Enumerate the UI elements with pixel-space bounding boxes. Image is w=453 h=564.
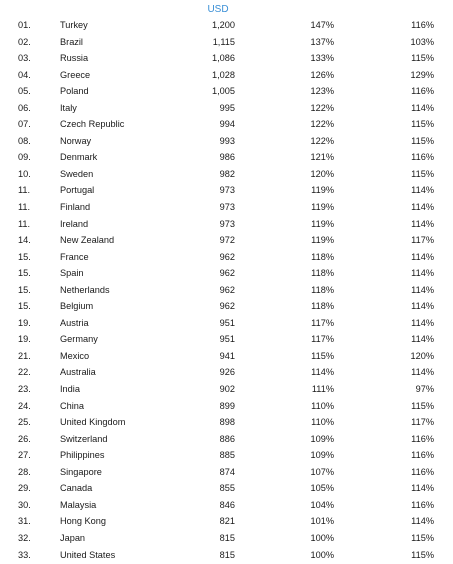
usd-value-cell: 899 bbox=[219, 400, 235, 411]
percent-cell-1: 123% bbox=[310, 86, 334, 97]
table-row bbox=[0, 464, 453, 481]
country-cell: Italy bbox=[60, 102, 77, 113]
rank-cell: 31. bbox=[18, 516, 31, 527]
percent-cell-2: 97% bbox=[415, 384, 434, 395]
percent-cell-2: 115% bbox=[411, 135, 434, 146]
percent-cell-2: 117% bbox=[411, 417, 434, 428]
percent-cell-2: 115% bbox=[411, 549, 434, 560]
rank-cell: 05. bbox=[18, 86, 31, 97]
percent-cell-2: 116% bbox=[411, 86, 434, 97]
table-row bbox=[0, 100, 453, 117]
usd-value-cell: 993 bbox=[219, 135, 235, 146]
percent-cell-1: 118% bbox=[311, 301, 334, 312]
rank-cell: 06. bbox=[18, 102, 31, 113]
table-row bbox=[0, 133, 453, 150]
percent-cell-1: 109% bbox=[310, 433, 334, 444]
percent-cell-1: 122% bbox=[310, 119, 334, 130]
percent-cell-1: 119% bbox=[311, 218, 334, 229]
percent-cell-2: 114% bbox=[411, 185, 434, 196]
percent-cell-1: 111% bbox=[311, 384, 334, 395]
rank-cell: 15. bbox=[18, 301, 31, 312]
usd-value-cell: 1,005 bbox=[212, 86, 235, 97]
country-cell: Portugal bbox=[60, 185, 95, 196]
table-row bbox=[0, 331, 453, 348]
percent-cell-1: 118% bbox=[311, 251, 334, 262]
rank-cell: 19. bbox=[18, 317, 31, 328]
percent-cell-1: 109% bbox=[310, 450, 334, 461]
percent-cell-2: 114% bbox=[411, 367, 434, 378]
table-row bbox=[0, 265, 453, 282]
country-cell: Greece bbox=[60, 69, 91, 80]
percent-cell-2: 114% bbox=[411, 251, 434, 262]
table-row bbox=[0, 480, 453, 497]
usd-value-cell: 886 bbox=[219, 433, 235, 444]
country-cell: Finland bbox=[60, 202, 91, 213]
rank-cell: 15. bbox=[18, 284, 31, 295]
percent-cell-1: 100% bbox=[310, 549, 334, 560]
rank-cell: 30. bbox=[18, 499, 31, 510]
usd-value-cell: 898 bbox=[219, 417, 235, 428]
rank-cell: 15. bbox=[18, 251, 31, 262]
percent-cell-1: 110% bbox=[311, 400, 334, 411]
table-row bbox=[0, 282, 453, 299]
percent-cell-1: 118% bbox=[311, 284, 334, 295]
percent-cell-2: 115% bbox=[411, 400, 434, 411]
percent-cell-1: 126% bbox=[310, 69, 334, 80]
country-cell: United Kingdom bbox=[60, 417, 126, 428]
usd-value-cell: 941 bbox=[219, 350, 235, 361]
rank-cell: 29. bbox=[18, 483, 31, 494]
rank-cell: 11. bbox=[18, 218, 31, 229]
usd-value-cell: 972 bbox=[219, 235, 235, 246]
usd-value-cell: 855 bbox=[219, 483, 235, 494]
country-cell: Mexico bbox=[60, 350, 90, 361]
usd-column-header: USD bbox=[207, 4, 229, 15]
rank-cell: 07. bbox=[18, 119, 31, 130]
rank-cell: 14. bbox=[18, 235, 31, 246]
usd-value-cell: 982 bbox=[219, 168, 235, 179]
percent-cell-1: 118% bbox=[311, 268, 334, 279]
table-row bbox=[0, 116, 453, 133]
country-cell: Belgium bbox=[60, 301, 94, 312]
country-cell: Norway bbox=[60, 135, 92, 146]
country-cell: Brazil bbox=[60, 36, 83, 47]
rank-cell: 23. bbox=[18, 384, 31, 395]
percent-cell-1: 147% bbox=[310, 20, 334, 30]
percent-cell-1: 133% bbox=[310, 53, 334, 64]
rank-cell: 02. bbox=[18, 36, 31, 47]
ranking-table bbox=[0, 17, 453, 563]
table-row bbox=[0, 497, 453, 514]
country-cell: Switzerland bbox=[60, 433, 108, 444]
percent-cell-2: 120% bbox=[410, 350, 434, 361]
percent-cell-2: 114% bbox=[411, 202, 434, 213]
usd-value-cell: 1,086 bbox=[212, 53, 235, 64]
percent-cell-2: 114% bbox=[411, 334, 434, 345]
percent-cell-2: 116% bbox=[411, 20, 434, 30]
table-row bbox=[0, 398, 453, 415]
percent-cell-1: 122% bbox=[310, 102, 334, 113]
rank-cell: 03. bbox=[18, 53, 31, 64]
country-cell: Sweden bbox=[60, 168, 94, 179]
percent-cell-1: 107% bbox=[310, 466, 334, 477]
percent-cell-2: 116% bbox=[411, 499, 434, 510]
usd-value-cell: 885 bbox=[219, 450, 235, 461]
country-cell: Japan bbox=[60, 532, 86, 543]
table-row bbox=[0, 348, 453, 365]
percent-cell-2: 129% bbox=[410, 69, 434, 80]
table-row bbox=[0, 414, 453, 431]
table-row bbox=[0, 298, 453, 315]
table-row bbox=[0, 50, 453, 67]
country-cell: Russia bbox=[60, 53, 89, 64]
percent-cell-1: 100% bbox=[310, 532, 334, 543]
country-cell: India bbox=[60, 384, 80, 395]
country-cell: Austria bbox=[60, 317, 89, 328]
country-cell: United States bbox=[60, 549, 116, 560]
usd-value-cell: 973 bbox=[219, 202, 235, 213]
table-row bbox=[0, 199, 453, 216]
usd-value-cell: 951 bbox=[219, 317, 235, 328]
usd-value-cell: 951 bbox=[219, 334, 235, 345]
rank-cell: 04. bbox=[18, 69, 31, 80]
country-cell: Singapore bbox=[60, 466, 102, 477]
percent-cell-2: 116% bbox=[411, 466, 434, 477]
rank-cell: 09. bbox=[18, 152, 31, 163]
country-cell: Hong Kong bbox=[60, 516, 106, 527]
percent-cell-1: 101% bbox=[310, 516, 334, 527]
percent-cell-1: 119% bbox=[311, 235, 334, 246]
percent-cell-1: 120% bbox=[310, 168, 334, 179]
usd-value-cell: 815 bbox=[219, 549, 235, 560]
percent-cell-2: 116% bbox=[411, 433, 434, 444]
table-row bbox=[0, 17, 453, 34]
table-row bbox=[0, 447, 453, 464]
rank-cell: 01. bbox=[18, 20, 31, 30]
usd-value-cell: 874 bbox=[219, 466, 235, 477]
usd-value-cell: 1,115 bbox=[212, 36, 235, 47]
country-cell: Canada bbox=[60, 483, 93, 494]
table-row bbox=[0, 149, 453, 166]
country-cell: Spain bbox=[60, 268, 84, 279]
country-cell: New Zealand bbox=[60, 235, 115, 246]
country-cell: Australia bbox=[60, 367, 96, 378]
rank-cell: 10. bbox=[18, 168, 31, 179]
country-cell: Poland bbox=[60, 86, 89, 97]
usd-value-cell: 821 bbox=[219, 516, 235, 527]
table-row bbox=[0, 232, 453, 249]
percent-cell-2: 115% bbox=[411, 168, 434, 179]
rank-cell: 11. bbox=[18, 185, 31, 196]
percent-cell-2: 117% bbox=[411, 235, 434, 246]
country-cell: Turkey bbox=[60, 20, 88, 30]
percent-cell-2: 114% bbox=[411, 301, 434, 312]
country-cell: Germany bbox=[60, 334, 98, 345]
rank-cell: 21. bbox=[18, 350, 31, 361]
usd-value-cell: 986 bbox=[219, 152, 235, 163]
percent-cell-1: 115% bbox=[311, 350, 334, 361]
country-cell: China bbox=[60, 400, 85, 411]
table-row bbox=[0, 381, 453, 398]
percent-cell-1: 122% bbox=[310, 135, 334, 146]
rank-cell: 19. bbox=[18, 334, 31, 345]
usd-value-cell: 962 bbox=[219, 301, 235, 312]
table-row bbox=[0, 182, 453, 199]
percent-cell-1: 105% bbox=[310, 483, 334, 494]
usd-value-cell: 1,200 bbox=[212, 20, 235, 30]
percent-cell-2: 114% bbox=[411, 317, 434, 328]
table-row bbox=[0, 315, 453, 332]
percent-cell-1: 104% bbox=[310, 499, 334, 510]
rank-cell: 26. bbox=[18, 433, 31, 444]
percent-cell-2: 114% bbox=[411, 268, 434, 279]
percent-cell-2: 114% bbox=[411, 218, 434, 229]
usd-value-cell: 973 bbox=[219, 185, 235, 196]
percent-cell-2: 114% bbox=[411, 102, 434, 113]
usd-value-cell: 902 bbox=[219, 384, 235, 395]
percent-cell-1: 114% bbox=[311, 367, 334, 378]
table-row bbox=[0, 249, 453, 266]
country-cell: Netherlands bbox=[60, 284, 110, 295]
percent-cell-1: 117% bbox=[311, 334, 334, 345]
percent-cell-2: 115% bbox=[411, 532, 434, 543]
rank-cell: 28. bbox=[18, 466, 31, 477]
percent-cell-2: 114% bbox=[411, 516, 434, 527]
percent-cell-2: 103% bbox=[410, 36, 434, 47]
percent-cell-2: 115% bbox=[411, 53, 434, 64]
usd-value-cell: 1,028 bbox=[212, 69, 235, 80]
table-row bbox=[0, 431, 453, 448]
usd-value-cell: 846 bbox=[219, 499, 235, 510]
usd-value-cell: 973 bbox=[219, 218, 235, 229]
table-row bbox=[0, 530, 453, 547]
rank-cell: 32. bbox=[18, 532, 31, 543]
percent-cell-1: 117% bbox=[311, 317, 334, 328]
rank-cell: 24. bbox=[18, 400, 31, 411]
country-cell: Philippines bbox=[60, 450, 105, 461]
percent-cell-1: 119% bbox=[311, 185, 334, 196]
percent-cell-2: 114% bbox=[411, 284, 434, 295]
percent-cell-2: 116% bbox=[411, 152, 434, 163]
rank-cell: 25. bbox=[18, 417, 31, 428]
usd-value-cell: 962 bbox=[219, 284, 235, 295]
table-row bbox=[0, 83, 453, 100]
table-row bbox=[0, 166, 453, 183]
table-row bbox=[0, 364, 453, 381]
percent-cell-2: 115% bbox=[411, 119, 434, 130]
percent-cell-1: 137% bbox=[310, 36, 334, 47]
rank-cell: 11. bbox=[18, 202, 31, 213]
country-cell: Ireland bbox=[60, 218, 89, 229]
table-row bbox=[0, 216, 453, 233]
percent-cell-1: 121% bbox=[310, 152, 334, 163]
country-cell: Malaysia bbox=[60, 499, 97, 510]
usd-value-cell: 994 bbox=[219, 119, 235, 130]
country-cell: Czech Republic bbox=[60, 119, 125, 130]
rank-cell: 15. bbox=[18, 268, 31, 279]
usd-value-cell: 962 bbox=[219, 251, 235, 262]
usd-value-cell: 995 bbox=[219, 102, 235, 113]
percent-cell-2: 114% bbox=[411, 483, 434, 494]
usd-value-cell: 815 bbox=[219, 532, 235, 543]
rank-cell: 33. bbox=[18, 549, 31, 560]
percent-cell-2: 116% bbox=[411, 450, 434, 461]
country-cell: France bbox=[60, 251, 89, 262]
country-cell: Denmark bbox=[60, 152, 98, 163]
table-row bbox=[0, 547, 453, 564]
percent-cell-1: 119% bbox=[311, 202, 334, 213]
table-row bbox=[0, 513, 453, 530]
table-row bbox=[0, 67, 453, 84]
rank-cell: 27. bbox=[18, 450, 31, 461]
percent-cell-1: 110% bbox=[311, 417, 334, 428]
rank-cell: 22. bbox=[18, 367, 31, 378]
rank-cell: 08. bbox=[18, 135, 31, 146]
usd-value-cell: 962 bbox=[219, 268, 235, 279]
table-row bbox=[0, 34, 453, 51]
usd-value-cell: 926 bbox=[219, 367, 235, 378]
